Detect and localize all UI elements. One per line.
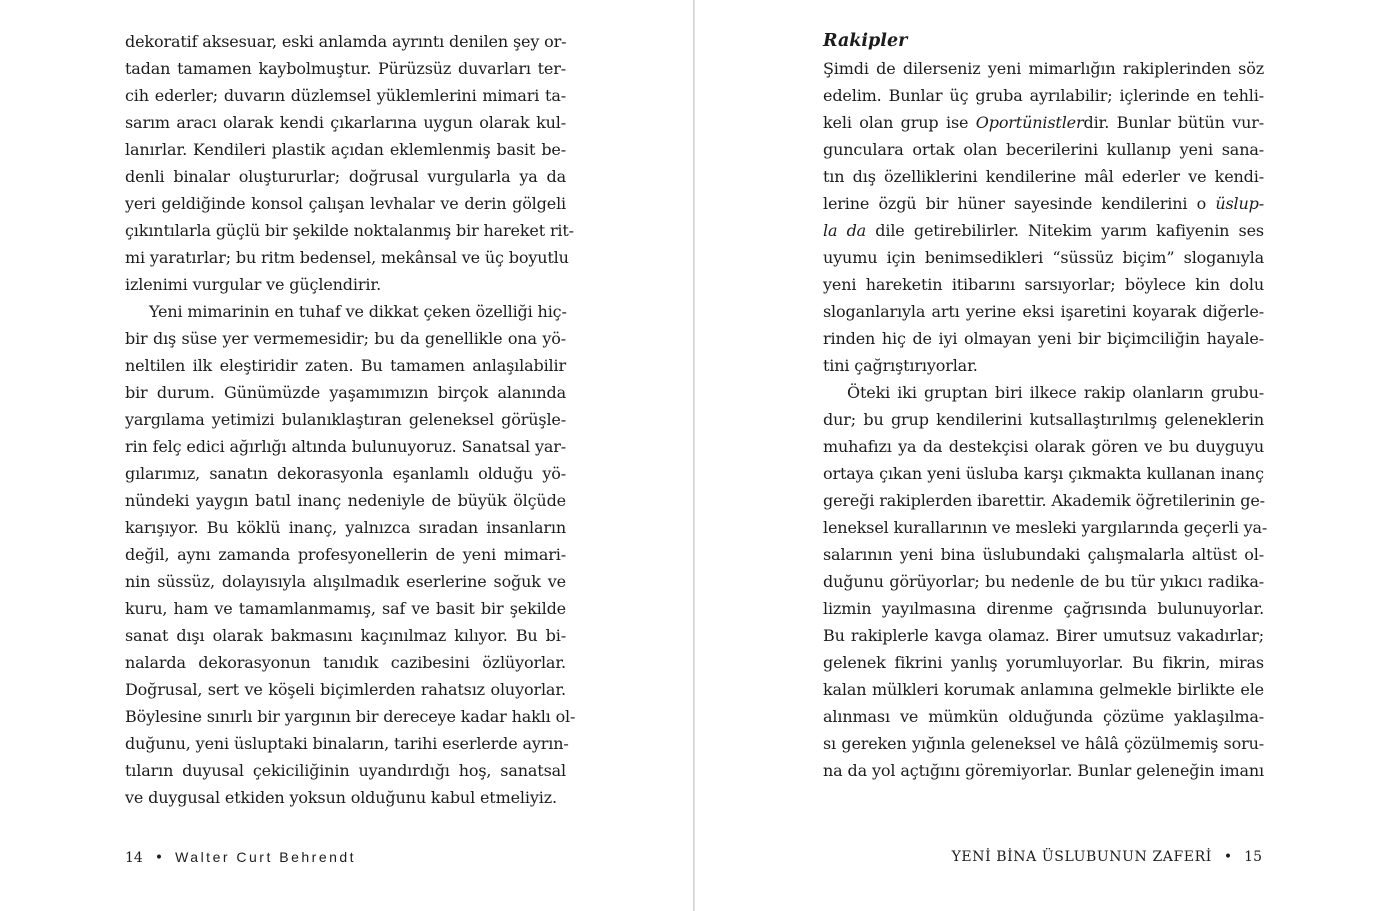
body-line: Şimdi de dilerseniz yeni mimarlığın rakiplerinden söz: [823, 59, 1264, 78]
body-line: cih ederler; duvarın düzlemsel yüklemlerini mimari ta-: [125, 86, 566, 105]
body-line: duğunu görüyorlar; bu nedenle de bu tür yıkıcı radika-: [823, 572, 1264, 591]
body-line: sanat dışı olarak bakmasını kaçınılmaz kılıyor. Bu bi-: [125, 626, 566, 645]
body-line: tıların duyusal çekiciliğinin uyandırdığı hoş, sanatsal: [125, 761, 566, 780]
body-line: neltilen ilk eleştiridir zaten. Bu tamamen anlaşılabilir: [125, 356, 566, 375]
body-line: Bu rakiplerle kavga olamaz. Birer umutsuz vakadırlar;: [823, 626, 1264, 645]
body-line: ortaya çıkan yeni üsluba karşı çıkmakta kullanan inanç: [823, 464, 1264, 483]
line-text: dile getirebilirler. Nitekim yarım kafiyenin ses: [866, 221, 1264, 240]
body-line: yargılama yetimizi bulanıklaştıran geleneksel görüşle-: [125, 410, 566, 429]
italic-term: üslup-: [1215, 194, 1264, 213]
body-line: Öteki iki gruptan biri ilkece rakip olanların grubu-: [847, 383, 1264, 402]
page-number: 15: [1244, 849, 1262, 865]
italic-term: la da: [823, 221, 867, 240]
footer-bullet: •: [1223, 849, 1233, 865]
right-body-text: [823, 28, 1268, 784]
body-line: çıkıntılarla güçlü bir şekilde noktalanmış bir hareket rit-: [125, 221, 574, 240]
body-line: gunculara ortak olan becerilerini kullanıp yeni sana-: [823, 140, 1264, 159]
section-heading: Rakipler: [823, 31, 908, 51]
body-line: salarının yeni bina üslubundaki çalışmalarla altüst ol-: [823, 545, 1264, 564]
body-line: sloganlarıyla artı yerine eksi işaretini koyarak diğerle-: [823, 302, 1264, 321]
left-footer: [125, 846, 356, 868]
body-line: değil, aynı zamanda profesyonellerin de yeni mimari-: [125, 545, 566, 564]
body-line: tini çağrıştırıyorlar.: [823, 356, 978, 375]
body-line: muhafızı ya da destekçisi olarak gören ve bu duyguyu: [823, 437, 1264, 456]
body-line: izlenimi vurgular ve güçlendirir.: [125, 275, 382, 294]
body-line: ve duygusal etkiden yoksun olduğunu kabul etmeliyiz.: [125, 788, 557, 807]
body-line: nündeki yaygın batıl inanç nedeniyle de büyük ölçüde: [125, 491, 566, 510]
body-line: rin felç edici ağırlığı altında bulunuyoruz. Sanatsal yar-: [125, 437, 566, 456]
body-line: yeni hareketin itibarını sarsıyorlar; böylece kin dolu: [823, 275, 1264, 294]
body-line: [823, 217, 1264, 244]
body-line: leneksel kurallarının ve mesleki yargılarında geçerli ya-: [823, 518, 1268, 537]
body-line: gereği rakiplerden ibarettir. Akademik öğretilerinin ge-: [823, 491, 1265, 510]
right-page: [695, 0, 1387, 911]
body-line: mi yaratırlar; bu ritm bedensel, mekânsal ve üç boyutlu: [125, 248, 569, 267]
body-line: dur; bu grup kendilerini kutsallaştırılmış geleneklerin: [823, 410, 1264, 429]
right-footer: [952, 846, 1262, 868]
line-text: keli olan grup ise: [823, 113, 976, 132]
left-body-text: [125, 28, 576, 811]
body-line: gelenek fikrini yanlış yorumluyorlar. Bu fikrin, miras: [823, 653, 1264, 672]
line-text: dir. Bunlar bütün vur-: [1083, 113, 1264, 132]
body-line: Yeni mimarinin en tuhaf ve dikkat çeken özelliği hiç-: [149, 302, 567, 321]
body-line: lanırlar. Kendileri plastik açıdan eklemlenmiş basit be-: [125, 140, 566, 159]
body-line: edelim. Bunlar üç gruba ayrılabilir; içlerinde en tehli-: [823, 86, 1264, 105]
running-head-title: YENİ BİNA ÜSLUBUNUN ZAFERİ: [951, 849, 1212, 865]
body-line: Böylesine sınırlı bir yargının bir dereceye kadar haklı ol-: [125, 707, 576, 726]
body-line: bir durum. Günümüzde yaşamımızın birçok alanında: [125, 383, 566, 402]
body-line: tadan tamamen kaybolmuştur. Pürüzsüz duvarları ter-: [125, 59, 566, 78]
body-line: rinden hiç de iyi olmayan yeni bir biçimciliğin hayale-: [823, 329, 1264, 348]
body-line: uyumu için benimsedikleri “süssüz biçim” sloganıyla: [823, 248, 1264, 267]
body-line: Doğrusal, sert ve köşeli biçimlerden rahatsız oluyorlar.: [125, 680, 566, 699]
body-line: kalan mülkleri korumak anlamına gelmekle birlikte ele: [823, 680, 1264, 699]
italic-term: Oportünistler: [975, 113, 1084, 132]
body-line: dekoratif aksesuar, eski anlamda ayrıntı denilen şey or-: [125, 32, 567, 51]
running-head-author: Walter Curt Behrendt: [175, 849, 357, 865]
body-line: kuru, ham ve tamamlanmamış, saf ve basit bir şekilde: [125, 599, 566, 618]
body-line: bir dış süse yer vermemesidir; bu da genellikle ona yö-: [125, 329, 566, 348]
footer-bullet: •: [154, 850, 164, 866]
body-line: tın dış özelliklerini kendilerine mâl ederler ve kendi-: [823, 167, 1264, 186]
body-line: denli binalar oluştururlar; doğrusal vurgularla ya da: [125, 167, 566, 186]
body-line: [823, 109, 1264, 136]
line-text: lerine özgü bir hüner sayesinde kendilerini o: [823, 194, 1216, 213]
body-line: [823, 190, 1264, 217]
body-line: gılarımız, sanatın dekorasyonla eşanlamlı olduğu yö-: [125, 464, 566, 483]
left-page: [0, 0, 693, 911]
body-line: duğunu, yeni üsluptaki binaların, tarihi eserlerde ayrın-: [125, 734, 569, 753]
page-number: 14: [125, 850, 143, 866]
body-line: lizmin yayılmasına direnme çağrısında bulunuyorlar.: [823, 599, 1264, 618]
body-line: na da yol açtığını göremiyorlar. Bunlar geleneğin imanı: [823, 761, 1264, 780]
body-line: sarım aracı olarak kendi çıkarlarına uygun olarak kul-: [125, 113, 566, 132]
body-line: nalarda dekorasyonun tanıdık cazibesini özlüyorlar.: [125, 653, 566, 672]
body-line: alınması ve mümkün olduğunda çözüme yaklaşılma-: [823, 707, 1264, 726]
body-line: yeri geldiğinde konsol çalışan levhalar ve derin gölgeli: [125, 194, 566, 213]
body-line: sı gereken yığınla geleneksel ve hâlâ çözülmemiş soru-: [823, 734, 1264, 753]
body-line: nin süssüz, dolayısıyla alışılmadık eserlerine soğuk ve: [125, 572, 566, 591]
body-line: karışıyor. Bu köklü inanç, yalnızca sıradan insanların: [125, 518, 566, 537]
